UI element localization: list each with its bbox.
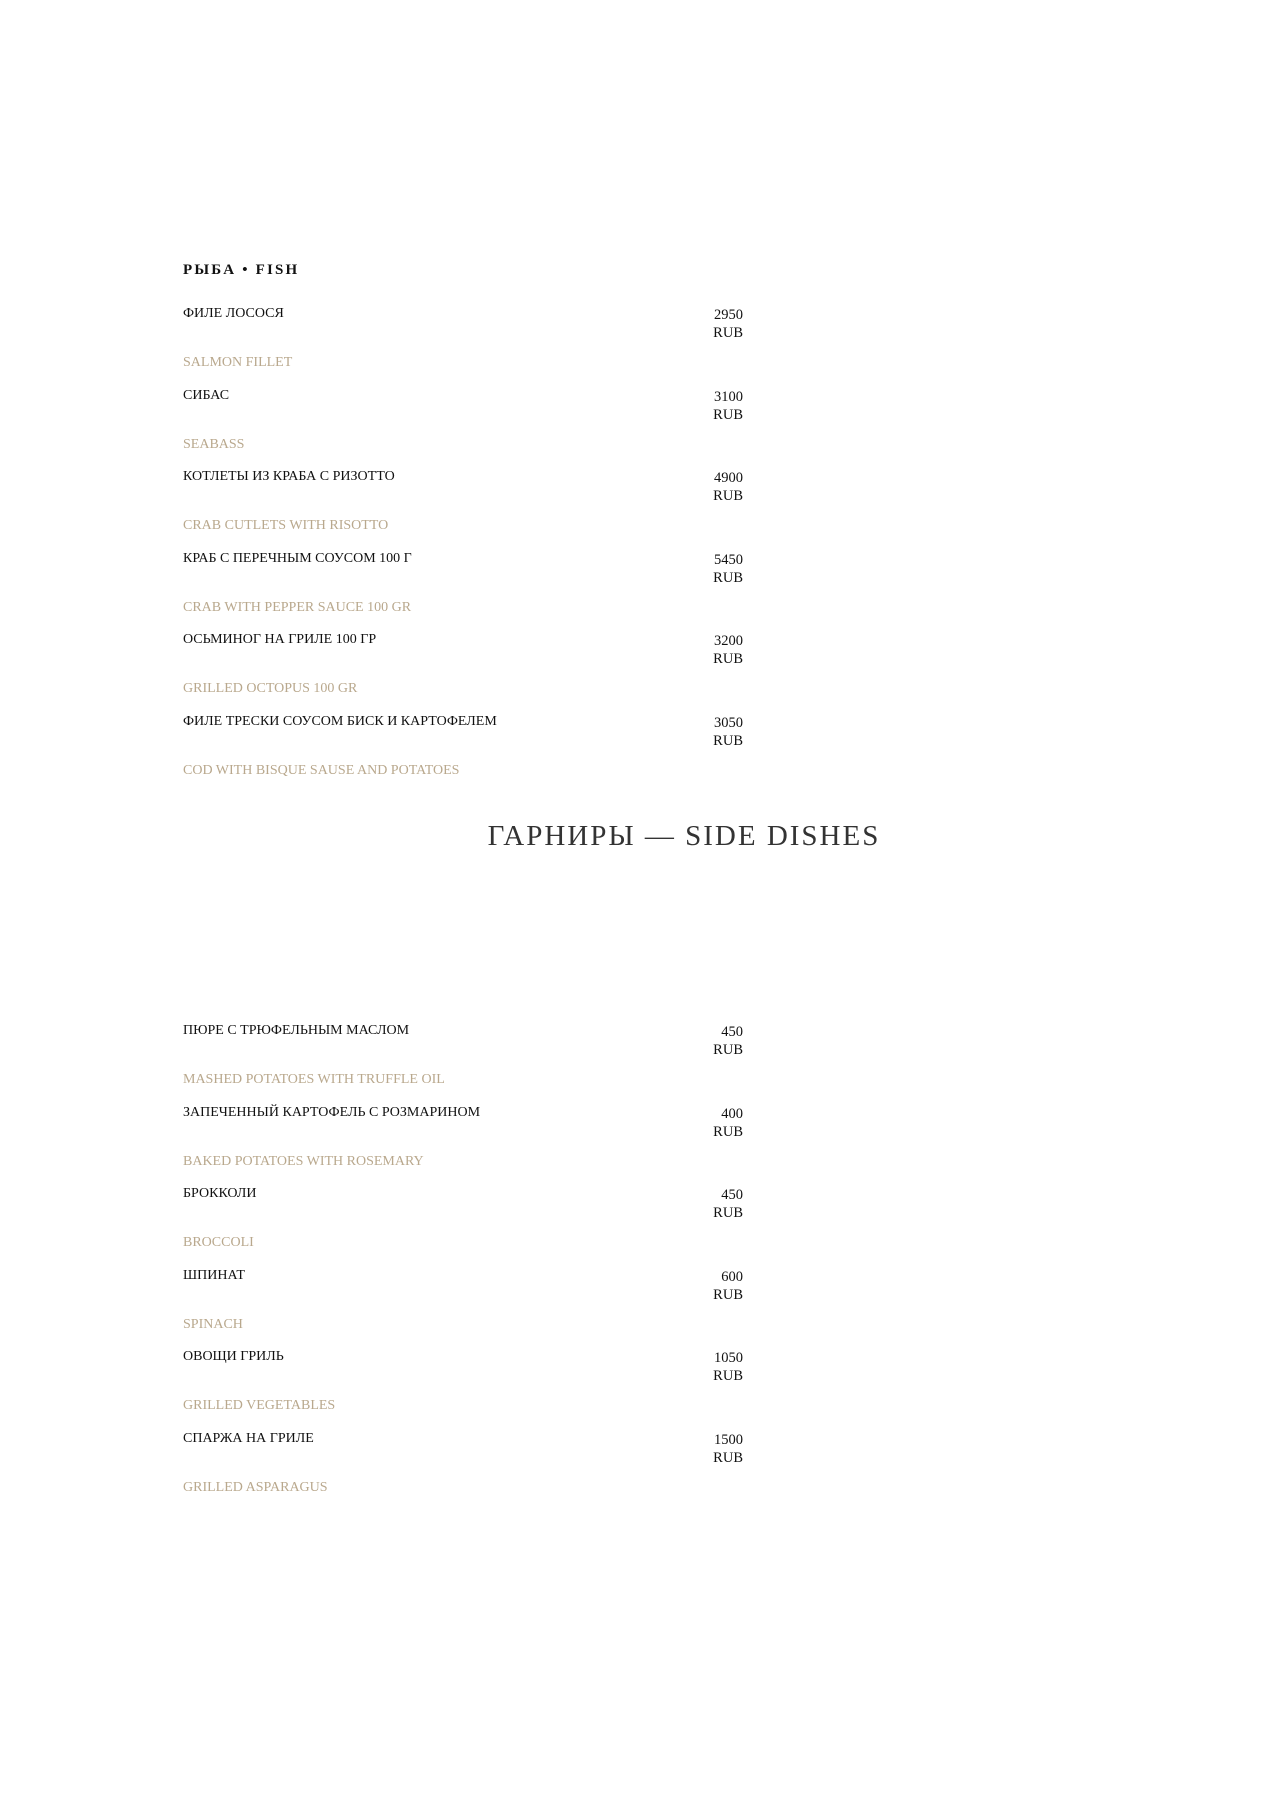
dish-name-en: GRILLED VEGETABLES	[183, 1398, 336, 1413]
dish-price	[683, 714, 743, 750]
menu-item	[183, 550, 743, 632]
price-currency: RUB	[713, 1042, 743, 1058]
dish-name-ru: ФИЛЕ ТРЕСКИ СОУСОМ БИСК И КАРТОФЕЛЕМ	[183, 713, 497, 729]
price-value: 450	[721, 1187, 743, 1203]
menu-item	[183, 631, 743, 713]
dish-price	[683, 469, 743, 505]
dish-name-en: SEABASS	[183, 436, 245, 452]
dish-name-ru: ЗАПЕЧЕННЫЙ КАРТОФЕЛЬ С РОЗМАРИНОМ	[183, 1104, 481, 1120]
price-currency: RUB	[713, 569, 743, 586]
dish-name-ru: БРОККОЛИ	[183, 1186, 257, 1201]
menu-item	[183, 1185, 743, 1267]
menu-item	[183, 1104, 743, 1186]
menu-item	[183, 713, 743, 795]
dish-name-ru: ШПИНАТ	[183, 1267, 245, 1283]
price-currency: RUB	[713, 1368, 743, 1384]
price-value: 3200	[714, 633, 743, 649]
dish-name-ru: ФИЛЕ ЛОСОСЯ	[183, 306, 284, 321]
dish-name-en: SPINACH	[183, 1316, 243, 1332]
dish-name-ru: ОВОЩИ ГРИЛЬ	[183, 1349, 284, 1364]
dish-price	[683, 388, 743, 424]
dish-name-en: GRILLED ASPARAGUS	[183, 1479, 328, 1495]
fish-list	[183, 305, 743, 794]
dish-price	[683, 1023, 743, 1059]
dish-price	[683, 1186, 743, 1222]
price-value: 450	[721, 1024, 743, 1040]
dish-name-en: BAKED POTATOES WITH ROSEMARY	[183, 1153, 424, 1169]
dish-name-en: CRAB WITH PEPPER SAUCE 100 GR	[183, 599, 412, 615]
dish-price	[683, 306, 743, 342]
dish-name-ru: ПЮРЕ С ТРЮФЕЛЬНЫМ МАСЛОМ	[183, 1023, 410, 1038]
price-value: 600	[721, 1268, 743, 1285]
menu-item	[183, 305, 743, 387]
dish-name-en: CRAB CUTLETS WITH RISOTTO	[183, 518, 389, 533]
dish-name-ru: СПАРЖА НА ГРИЛЕ	[183, 1430, 314, 1446]
dish-name-ru: ОСЬМИНОГ НА ГРИЛЕ 100 ГР	[183, 632, 377, 647]
dish-name-en: GRILLED OCTOPUS 100 GR	[183, 681, 358, 696]
price-currency: RUB	[713, 732, 743, 749]
dish-name-ru: СИБАС	[183, 387, 230, 403]
dish-name-en: BROCCOLI	[183, 1235, 254, 1250]
dish-name-ru: КОТЛЕТЫ ИЗ КРАБА С РИЗОТТО	[183, 469, 395, 484]
price-value: 3100	[714, 388, 743, 405]
price-value: 2950	[714, 307, 743, 323]
dish-price	[683, 1431, 743, 1467]
price-currency: RUB	[713, 651, 743, 667]
dish-price	[683, 1268, 743, 1304]
dish-name-en: MASHED POTATOES WITH TRUFFLE OIL	[183, 1072, 445, 1087]
menu-item	[183, 1430, 743, 1512]
price-value: 5450	[714, 551, 743, 568]
dish-price	[683, 1105, 743, 1141]
dish-price	[683, 551, 743, 587]
fish-section-heading: РЫБА • FISH	[183, 262, 300, 278]
price-currency: RUB	[713, 406, 743, 423]
menu-item	[183, 1348, 743, 1430]
sides-section-heading: ГАРНИРЫ — SIDE DISHES	[487, 820, 881, 852]
price-value: 1050	[714, 1350, 743, 1366]
price-currency: RUB	[713, 1449, 743, 1466]
price-currency: RUB	[713, 1123, 743, 1140]
dish-name-en: COD WITH BISQUE SAUSE AND POTATOES	[183, 762, 460, 778]
price-value: 4900	[714, 470, 743, 486]
dish-price	[683, 1349, 743, 1385]
menu-item	[183, 468, 743, 550]
price-value: 400	[721, 1105, 743, 1122]
price-value: 3050	[714, 714, 743, 731]
price-currency: RUB	[713, 325, 743, 341]
price-currency: RUB	[713, 1286, 743, 1303]
dish-name-en: SALMON FILLET	[183, 355, 293, 370]
menu-item	[183, 1022, 743, 1104]
price-currency: RUB	[713, 488, 743, 504]
price-value: 1500	[714, 1431, 743, 1448]
menu-item	[183, 1267, 743, 1349]
sides-list	[183, 1022, 743, 1511]
price-currency: RUB	[713, 1205, 743, 1221]
dish-name-ru: КРАБ С ПЕРЕЧНЫМ СОУСОМ 100 Г	[183, 550, 412, 566]
menu-item	[183, 387, 743, 469]
dish-price	[683, 632, 743, 668]
